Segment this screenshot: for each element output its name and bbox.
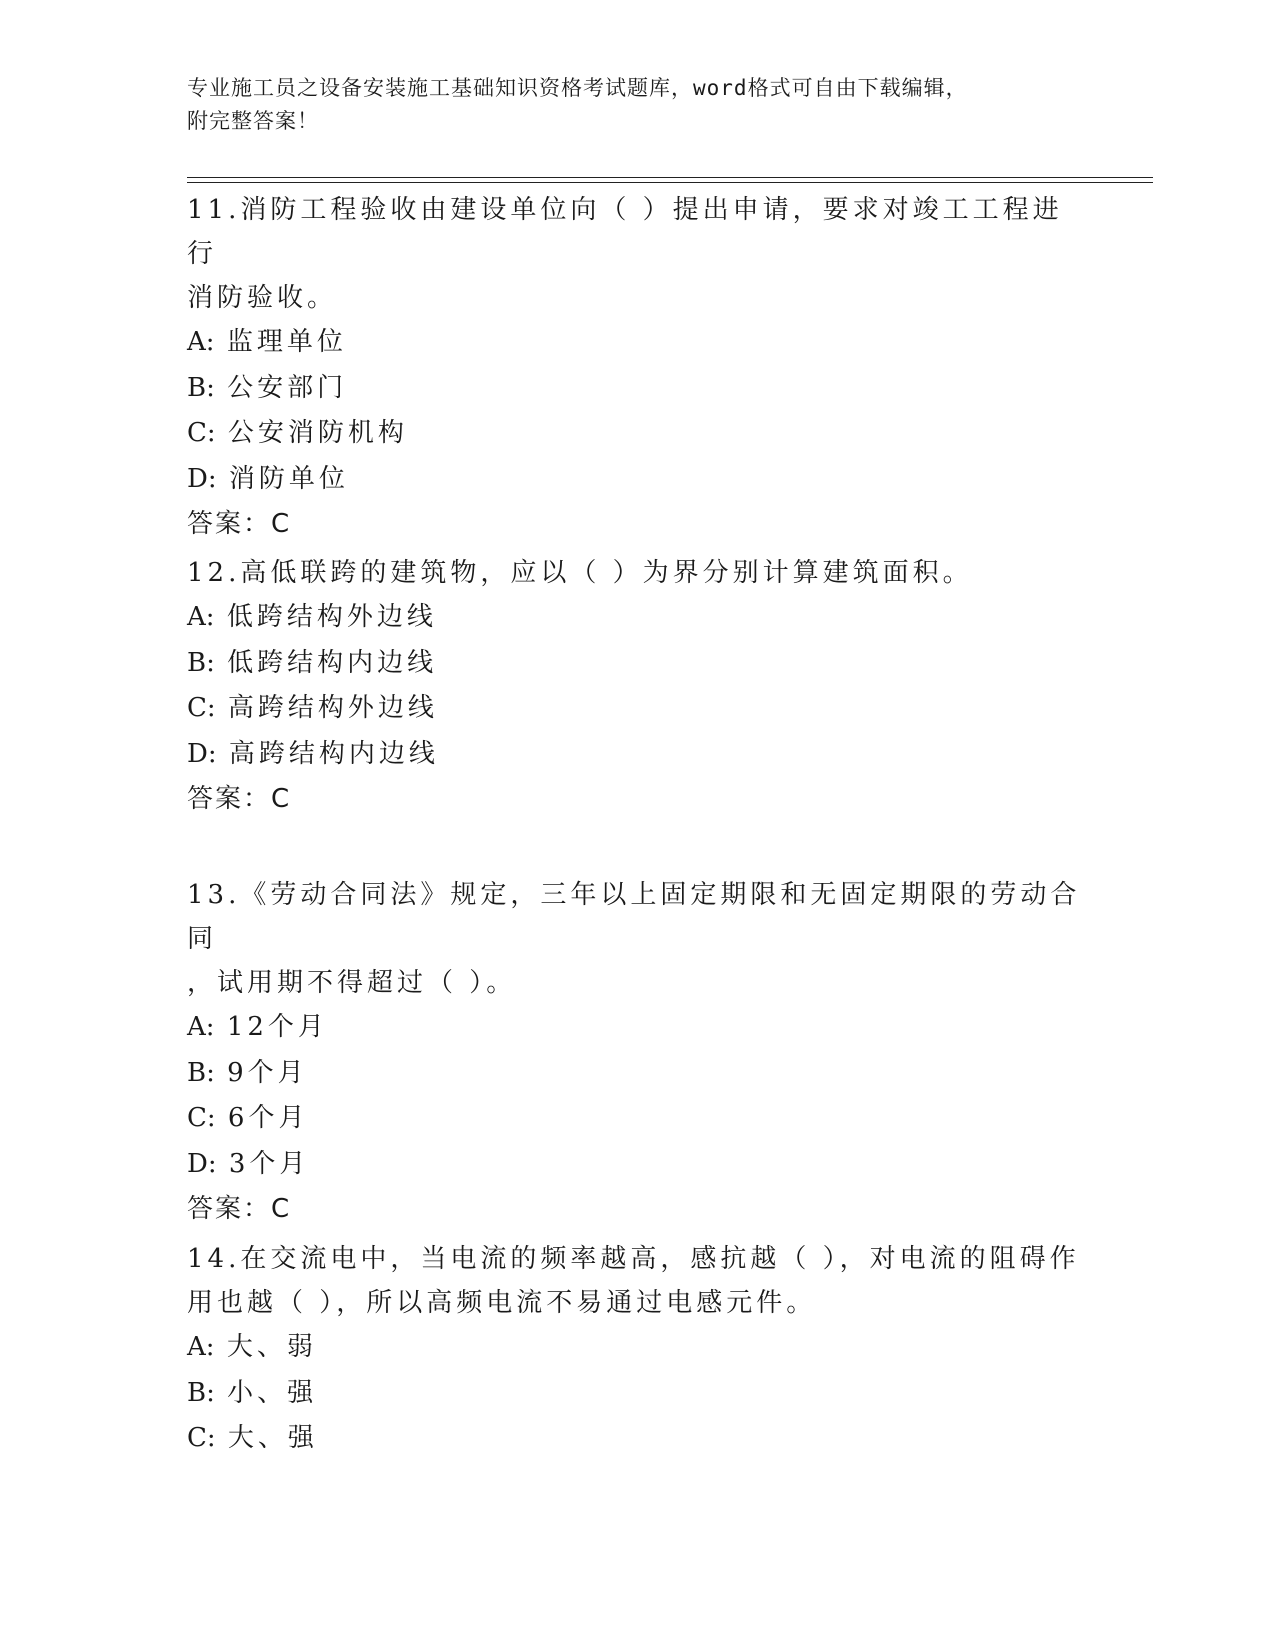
option-letter: B: [187, 372, 215, 403]
option-text: 大、弱 [226, 1332, 317, 1362]
option-a [187, 320, 1087, 366]
option-letter: B: [187, 1057, 215, 1088]
question-13 [187, 873, 1087, 1232]
option-letter: A: [187, 1012, 215, 1042]
option-text: 监理单位 [226, 327, 347, 357]
option-text: 9个月 [227, 1057, 308, 1088]
option-c [187, 686, 1087, 732]
option-c [187, 1096, 1087, 1142]
question-12 [187, 551, 1087, 822]
question-14 [187, 1237, 1087, 1462]
option-c [187, 1416, 1087, 1462]
option-b [187, 366, 1087, 412]
header-divider-bottom [187, 182, 1153, 183]
question-text-line-2: 用也越（ ），所以高频电流不易通过电感元件。 [187, 1288, 817, 1318]
option-letter: C: [187, 1423, 216, 1453]
option-a [187, 1005, 1087, 1051]
option-letter: A: [187, 1332, 215, 1362]
option-letter: C: [187, 418, 216, 448]
option-letter: C: [187, 1103, 216, 1133]
answer: 答案：C [187, 509, 292, 539]
option-text: 高跨结构内边线 [228, 738, 439, 769]
option-b [187, 1051, 1087, 1097]
option-a [187, 595, 1087, 641]
question-text-line-1: 13.《劳动合同法》规定，三年以上固定期限和无固定期限的劳动合同 [187, 880, 1081, 954]
answer: 答案：C [187, 1194, 292, 1224]
option-letter: A: [187, 327, 215, 357]
option-letter: A: [187, 602, 215, 632]
answer: 答案：C [187, 784, 292, 814]
option-letter: B: [187, 647, 215, 678]
header-line-2: 附完整答案！ [187, 109, 319, 133]
option-d [187, 1142, 1087, 1188]
option-letter: D: [187, 463, 217, 494]
question-text-line-1: 14.在交流电中，当电流的频率越高，感抗越（ ），对电流的阻碍作 [187, 1244, 1080, 1274]
question-text-line-2: 消防验收。 [187, 283, 338, 313]
question-text-line-2: ，试用期不得超过（ ）。 [187, 968, 517, 998]
question-text-line-1: 12.高低联跨的建筑物，应以（ ）为界分别计算建筑面积。 [187, 558, 973, 588]
option-text: 高跨结构外边线 [227, 693, 438, 723]
option-text: 6个月 [227, 1103, 309, 1133]
option-text: 公安消防机构 [227, 418, 408, 448]
option-text: 小、强 [227, 1377, 318, 1408]
question-11 [187, 188, 1087, 547]
option-text: 消防单位 [228, 463, 349, 494]
option-letter: D: [187, 1148, 217, 1179]
option-text: 12个月 [226, 1012, 328, 1042]
option-d [187, 457, 1087, 503]
option-c [187, 411, 1087, 457]
option-text: 大、强 [227, 1423, 318, 1453]
option-text: 公安部门 [227, 372, 348, 403]
option-letter: C: [187, 693, 216, 723]
question-text-line-1: 11.消防工程验收由建设单位向（ ）提出申请，要求对竣工工程进行 [187, 195, 1063, 269]
option-text: 低跨结构内边线 [227, 647, 438, 678]
option-letter: D: [187, 738, 217, 769]
header-divider-top [187, 177, 1153, 178]
document-header [187, 72, 1067, 138]
option-d [187, 732, 1087, 778]
option-b [187, 1371, 1087, 1417]
option-text: 3个月 [228, 1148, 310, 1179]
header-line-1: 专业施工员之设备安装施工基础知识资格考试题库，word格式可自由下载编辑， [187, 76, 968, 100]
option-b [187, 641, 1087, 687]
option-a [187, 1325, 1087, 1371]
option-text: 低跨结构外边线 [226, 602, 437, 632]
option-letter: B: [187, 1377, 215, 1408]
